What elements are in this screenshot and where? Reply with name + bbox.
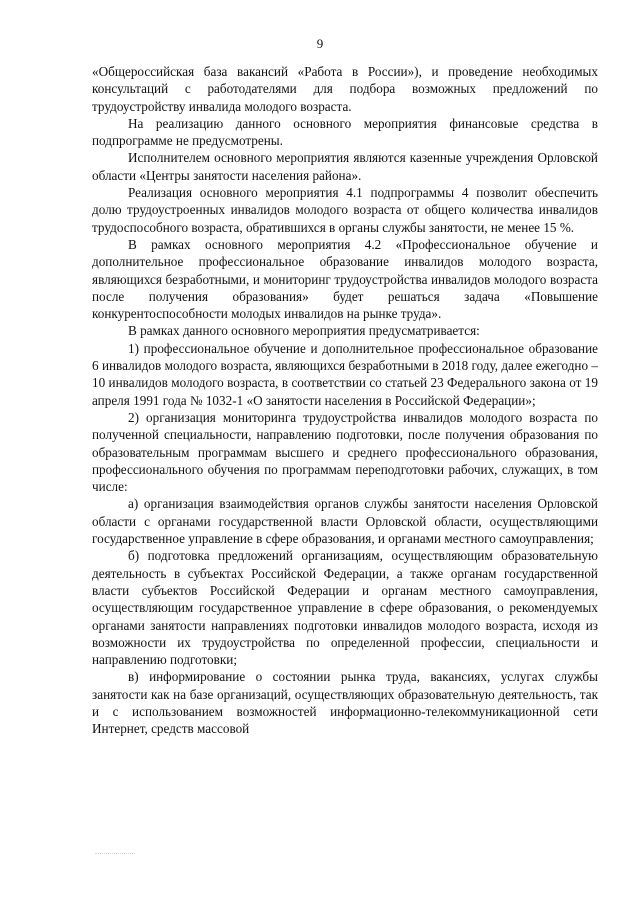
paragraph-funding: На реализацию данного основного мероприятия финансовые средства в подпрограмме не предусмотрены. [92, 115, 598, 149]
list-item-1: 1) профессиональное обучение и дополнительное профессиональное образование 6 инвалидов молодого возраста, являющихся безработными в 2018 году, далее ежегодно – 10 инвалидов молодого возраста, в соответствии со статьей 23 Федерального закона от 19 апреля 1991 года № 1032-1 «О занятости населения в Российской Федерации»; [92, 340, 598, 408]
paragraph-executor: Исполнителем основного мероприятия являются казенные учреждения Орловской области «Центры занятости населения района». [92, 150, 598, 183]
paragraph-provisions-intro: В рамках данного основного мероприятия предусматривается: [128, 323, 480, 339]
sub-item-v: в) информирование о состоянии рынка труда, вакансиях, услугах службы занятости как на базе организаций, осуществляющих образовательную деятельность, так и с использованием возможностей информационно-телекоммуникационной сети Интернет, средств массовой [92, 669, 598, 737]
scan-artifact [95, 853, 135, 858]
paragraph-continuation: «Общероссийская база вакансий «Работа в России»), и проведение необходимых консультаций с работодателями для подбора возможных предложений по трудоустройству инвалида молодого возраста. [92, 64, 598, 114]
paragraph-measure-4-2: В рамках основного мероприятия 4.2 «Профессиональное обучение и дополнительное профессиональное образование инвалидов молодого возраста, являющихся безработными, и мониторинг трудоустройства инвалидов молодого возраста после получения образования» будет решаться задача «Повышение конкурентоспособности молодых инвалидов на рынке труда». [92, 236, 598, 322]
paragraph-implementation-4-1: Реализация основного мероприятия 4.1 подпрограммы 4 позволит обеспечить долю трудоустроенных инвалидов молодого возраста от общего количества инвалидов трудоспособного возраста, обратившихся в органы службы занятости, не менее 15 %. [92, 185, 598, 235]
body-text [92, 63, 598, 738]
sub-item-a: а) организация взаимодействия органов службы занятости населения Орловской области с органами государственной власти Орловской области, осуществляющими государственное управление в сфере образования, и органами местного самоуправления; [92, 496, 598, 547]
list-item-2: 2) организация мониторинга трудоустройства инвалидов молодого возраста по полученной специальности, направлению подготовки, после получения образования по образовательным программам высшего и среднего профессионального образования, профессионального обучения по программам переподготовки рабочих, служащих, в том числе: [92, 409, 598, 495]
page-number: 9 [316, 36, 324, 51]
sub-item-b: б) подготовка предложений организациям, осуществляющим образовательную деятельность в субъектах Российской Федерации, а также органам государственной власти субъектов Российской Федерации и органам местного самоуправления, осуществляющим государственное управление в сфере образования, о рекомендуемых органами занятости направлениях подготовки инвалидов молодого возраста, исходя из возможности их трудоустройства по определенной профессии, специальности и направлению подготовки; [92, 548, 598, 668]
